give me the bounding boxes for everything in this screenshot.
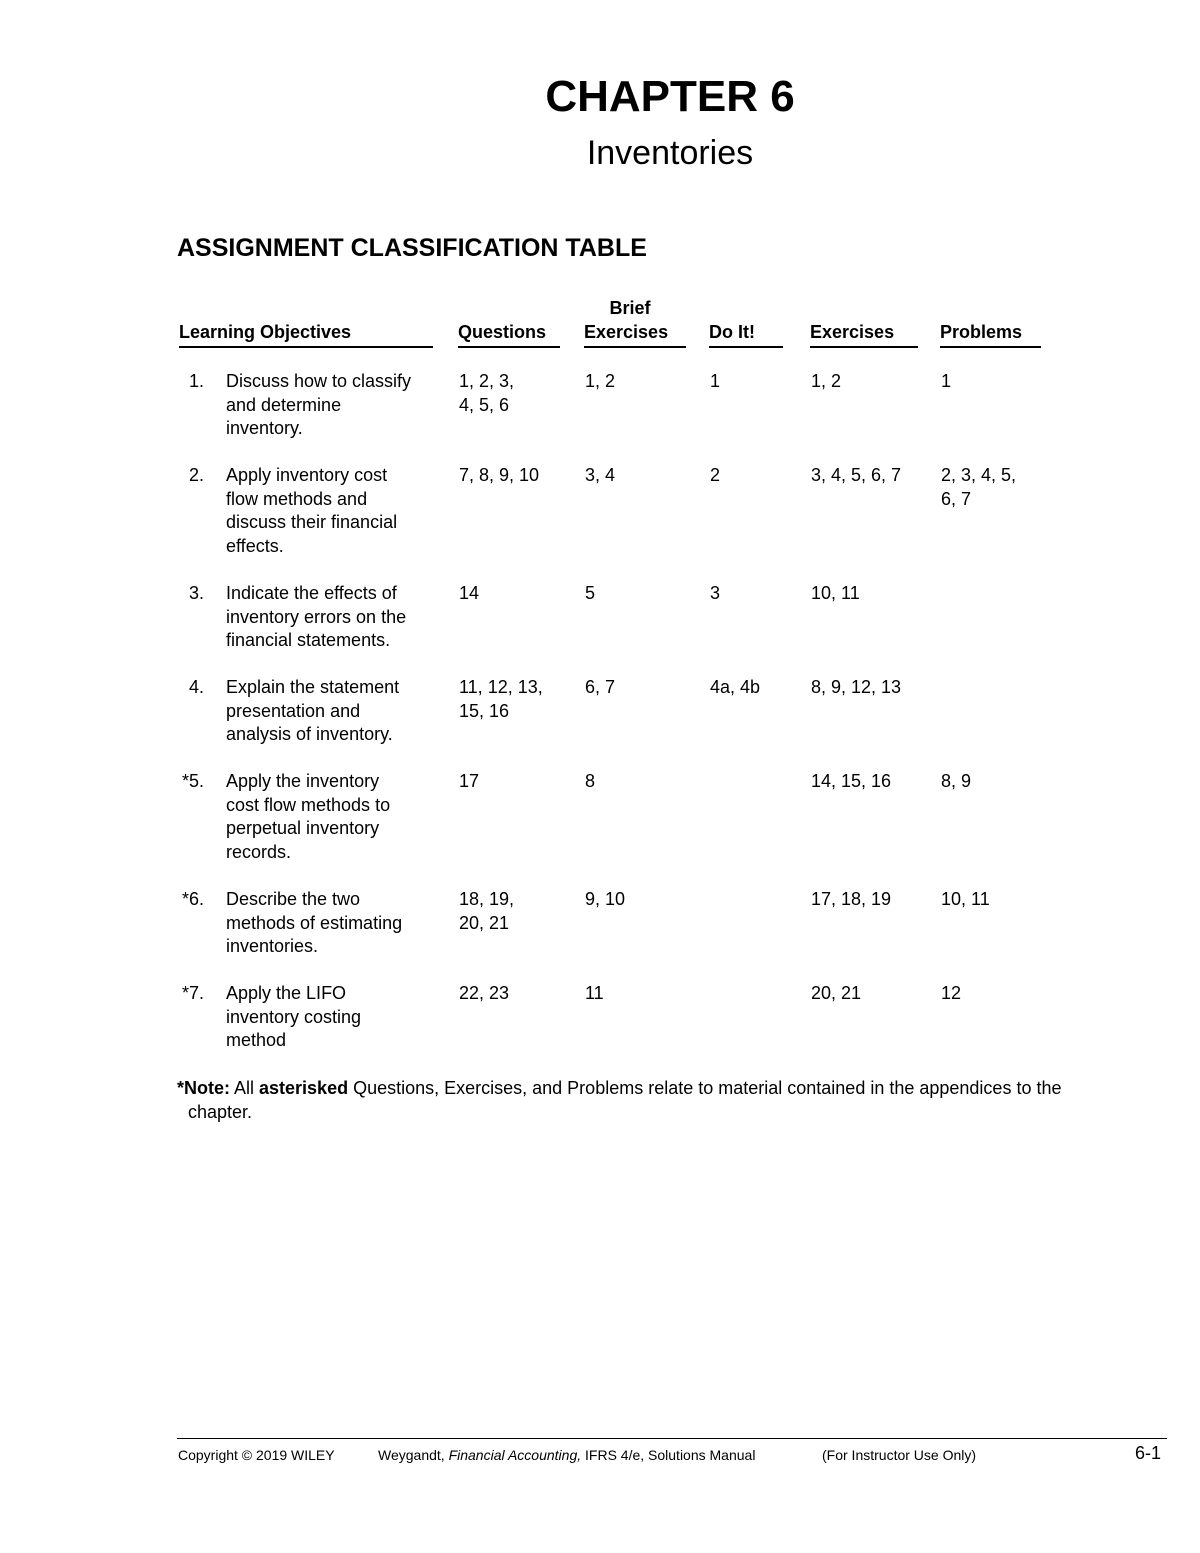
row-questions — [459, 582, 579, 606]
row-objective-line: Apply the inventory — [226, 771, 380, 791]
row-objective-line: effects. — [226, 535, 284, 556]
row-brief-exercises-line: 5 — [585, 583, 596, 603]
row-objective — [226, 770, 451, 864]
row-brief-exercises-line: 6, 7 — [585, 677, 616, 697]
row-number: *7. — [181, 983, 204, 1003]
row-brief-exercises — [585, 370, 700, 394]
note-continuation: chapter. — [188, 1102, 253, 1122]
row-number: *6. — [181, 889, 204, 909]
row-objective-line: and determine — [226, 394, 342, 415]
row-objective-line: presentation and — [226, 700, 361, 721]
header-do-it: Do It! — [709, 320, 783, 348]
row-problems-line: 8, 9 — [941, 771, 972, 791]
row-number: 3. — [188, 583, 204, 603]
row-objective-line: methods of estimating — [226, 912, 403, 933]
row-number: 2. — [188, 465, 204, 485]
row-brief-exercises-line: 11 — [585, 983, 604, 1003]
table-note — [177, 1076, 1160, 1124]
row-objective-line: inventory errors on the — [226, 606, 407, 627]
row-objective-line: financial statements. — [226, 630, 391, 650]
row-brief-exercises-line: 9, 10 — [585, 889, 626, 909]
row-objective-line: Apply the LIFO — [226, 983, 347, 1003]
row-exercises — [811, 770, 936, 794]
row-objective-line: perpetual inventory — [226, 818, 380, 838]
footer-author: Weygandt, — [378, 1447, 445, 1463]
row-do-it — [710, 676, 805, 700]
row-questions-line: 4, 5, 6 — [459, 394, 510, 415]
footer-usage: (For Instructor Use Only) — [822, 1447, 977, 1463]
row-exercises — [811, 582, 936, 606]
footer-book-title: Financial Accounting, — [448, 1447, 582, 1463]
row-problems — [941, 464, 1051, 511]
row-exercises — [811, 982, 936, 1006]
row-objective-line: Explain the statement — [226, 677, 400, 697]
row-objective-line: flow methods and — [226, 488, 368, 509]
row-problems-line: 10, 11 — [941, 889, 990, 909]
row-exercises-line: 20, 21 — [811, 983, 862, 1003]
row-do-it-line: 4a, 4b — [710, 677, 761, 697]
row-questions-line: 18, 19, — [459, 889, 515, 909]
row-objective-line: analysis of inventory. — [226, 724, 393, 744]
chapter-subtitle: Inventories — [586, 134, 754, 172]
row-problems-line: 1 — [941, 371, 952, 391]
row-do-it — [710, 370, 805, 394]
row-objective-line: Apply inventory cost — [226, 465, 388, 485]
row-brief-exercises-line: 1, 2 — [585, 371, 616, 391]
row-objective-line: Indicate the effects of — [226, 583, 397, 603]
footer-page-number: 6-1 — [1135, 1443, 1162, 1463]
row-brief-exercises — [585, 888, 700, 912]
row-objective-line: inventories. — [226, 936, 319, 956]
row-objective-line: inventory. — [226, 418, 303, 438]
footer-edition: IFRS 4/e, Solutions Manual — [585, 1447, 756, 1463]
row-questions-line: 20, 21 — [459, 912, 510, 933]
note-text-part1: All — [230, 1078, 260, 1098]
row-objective — [226, 464, 451, 558]
note-label: *Note: — [177, 1078, 230, 1098]
row-questions-line: 11, 12, 13, — [459, 677, 543, 697]
footer-rule — [177, 1438, 1167, 1439]
row-exercises — [811, 370, 936, 394]
row-questions — [459, 464, 579, 488]
row-questions-line: 7, 8, 9, 10 — [459, 465, 540, 485]
header-brief-top: Brief — [609, 298, 651, 318]
row-exercises — [811, 888, 936, 912]
row-objective-line: Discuss how to classify — [226, 371, 412, 391]
header-problems: Problems — [940, 320, 1041, 348]
row-objective — [226, 582, 451, 653]
row-exercises-line: 8, 9, 12, 13 — [811, 677, 902, 697]
footer-copyright: Copyright © 2019 WILEY — [178, 1447, 335, 1463]
row-objective-line: discuss their financial — [226, 512, 398, 532]
row-brief-exercises — [585, 770, 700, 794]
row-questions-line: 22, 23 — [459, 983, 510, 1003]
row-objective-line: records. — [226, 841, 292, 862]
header-learning-objectives: Learning Objectives — [179, 320, 433, 348]
row-questions — [459, 676, 579, 723]
row-brief-exercises-line: 3, 4 — [585, 465, 616, 485]
row-questions — [459, 370, 579, 417]
row-questions — [459, 982, 579, 1006]
row-exercises-line: 3, 4, 5, 6, 7 — [811, 465, 902, 485]
row-questions — [459, 770, 579, 794]
row-objective — [226, 982, 451, 1053]
row-questions-line: 1, 2, 3, — [459, 371, 515, 391]
row-objective-line: cost flow methods to — [226, 794, 391, 815]
row-objective-line: Describe the two — [226, 889, 361, 909]
row-brief-exercises — [585, 582, 700, 606]
header-exercises: Exercises — [810, 320, 918, 348]
row-objective — [226, 888, 451, 959]
row-problems-line: 12 — [941, 983, 962, 1003]
row-brief-exercises — [585, 676, 700, 700]
row-problems — [941, 370, 1051, 394]
row-exercises-line: 14, 15, 16 — [811, 771, 892, 791]
row-number: 1. — [188, 371, 204, 391]
footer-citation — [378, 1446, 755, 1464]
row-problems — [941, 982, 1051, 1006]
row-problems — [941, 770, 1051, 794]
row-number: 4. — [188, 677, 204, 697]
row-do-it — [710, 582, 805, 606]
row-exercises — [811, 676, 936, 700]
row-objective-line: method — [226, 1030, 287, 1050]
row-brief-exercises — [585, 982, 700, 1006]
row-questions-line: 14 — [459, 583, 480, 603]
row-exercises-line: 1, 2 — [811, 371, 842, 391]
row-number: *5. — [181, 771, 204, 791]
row-brief-exercises — [585, 464, 700, 488]
row-brief-exercises-line: 8 — [585, 771, 596, 791]
row-objective — [226, 676, 451, 747]
row-exercises-line: 17, 18, 19 — [811, 889, 892, 909]
section-heading: ASSIGNMENT CLASSIFICATION TABLE — [177, 234, 647, 262]
row-exercises-line: 10, 11 — [811, 583, 860, 603]
chapter-title: CHAPTER 6 — [545, 72, 795, 121]
row-do-it-line: 3 — [710, 583, 721, 603]
row-questions-line: 15, 16 — [459, 700, 510, 721]
row-problems-line: 2, 3, 4, 5, — [941, 465, 1017, 485]
row-do-it-line: 1 — [710, 371, 721, 391]
row-problems-line: 6, 7 — [941, 488, 972, 509]
row-objective — [226, 370, 451, 441]
row-exercises — [811, 464, 936, 488]
row-do-it — [710, 464, 805, 488]
note-text-part2: Questions, Exercises, and Problems relate to material contained in the appendices to the — [348, 1078, 1062, 1098]
row-objective-line: inventory costing — [226, 1006, 362, 1027]
header-questions: Questions — [458, 320, 560, 348]
row-problems — [941, 888, 1051, 912]
row-questions-line: 17 — [459, 771, 480, 791]
note-emphasis: asterisked — [259, 1078, 349, 1098]
row-do-it-line: 2 — [710, 465, 721, 485]
row-questions — [459, 888, 579, 935]
header-brief-exercises: Exercises — [584, 320, 686, 348]
